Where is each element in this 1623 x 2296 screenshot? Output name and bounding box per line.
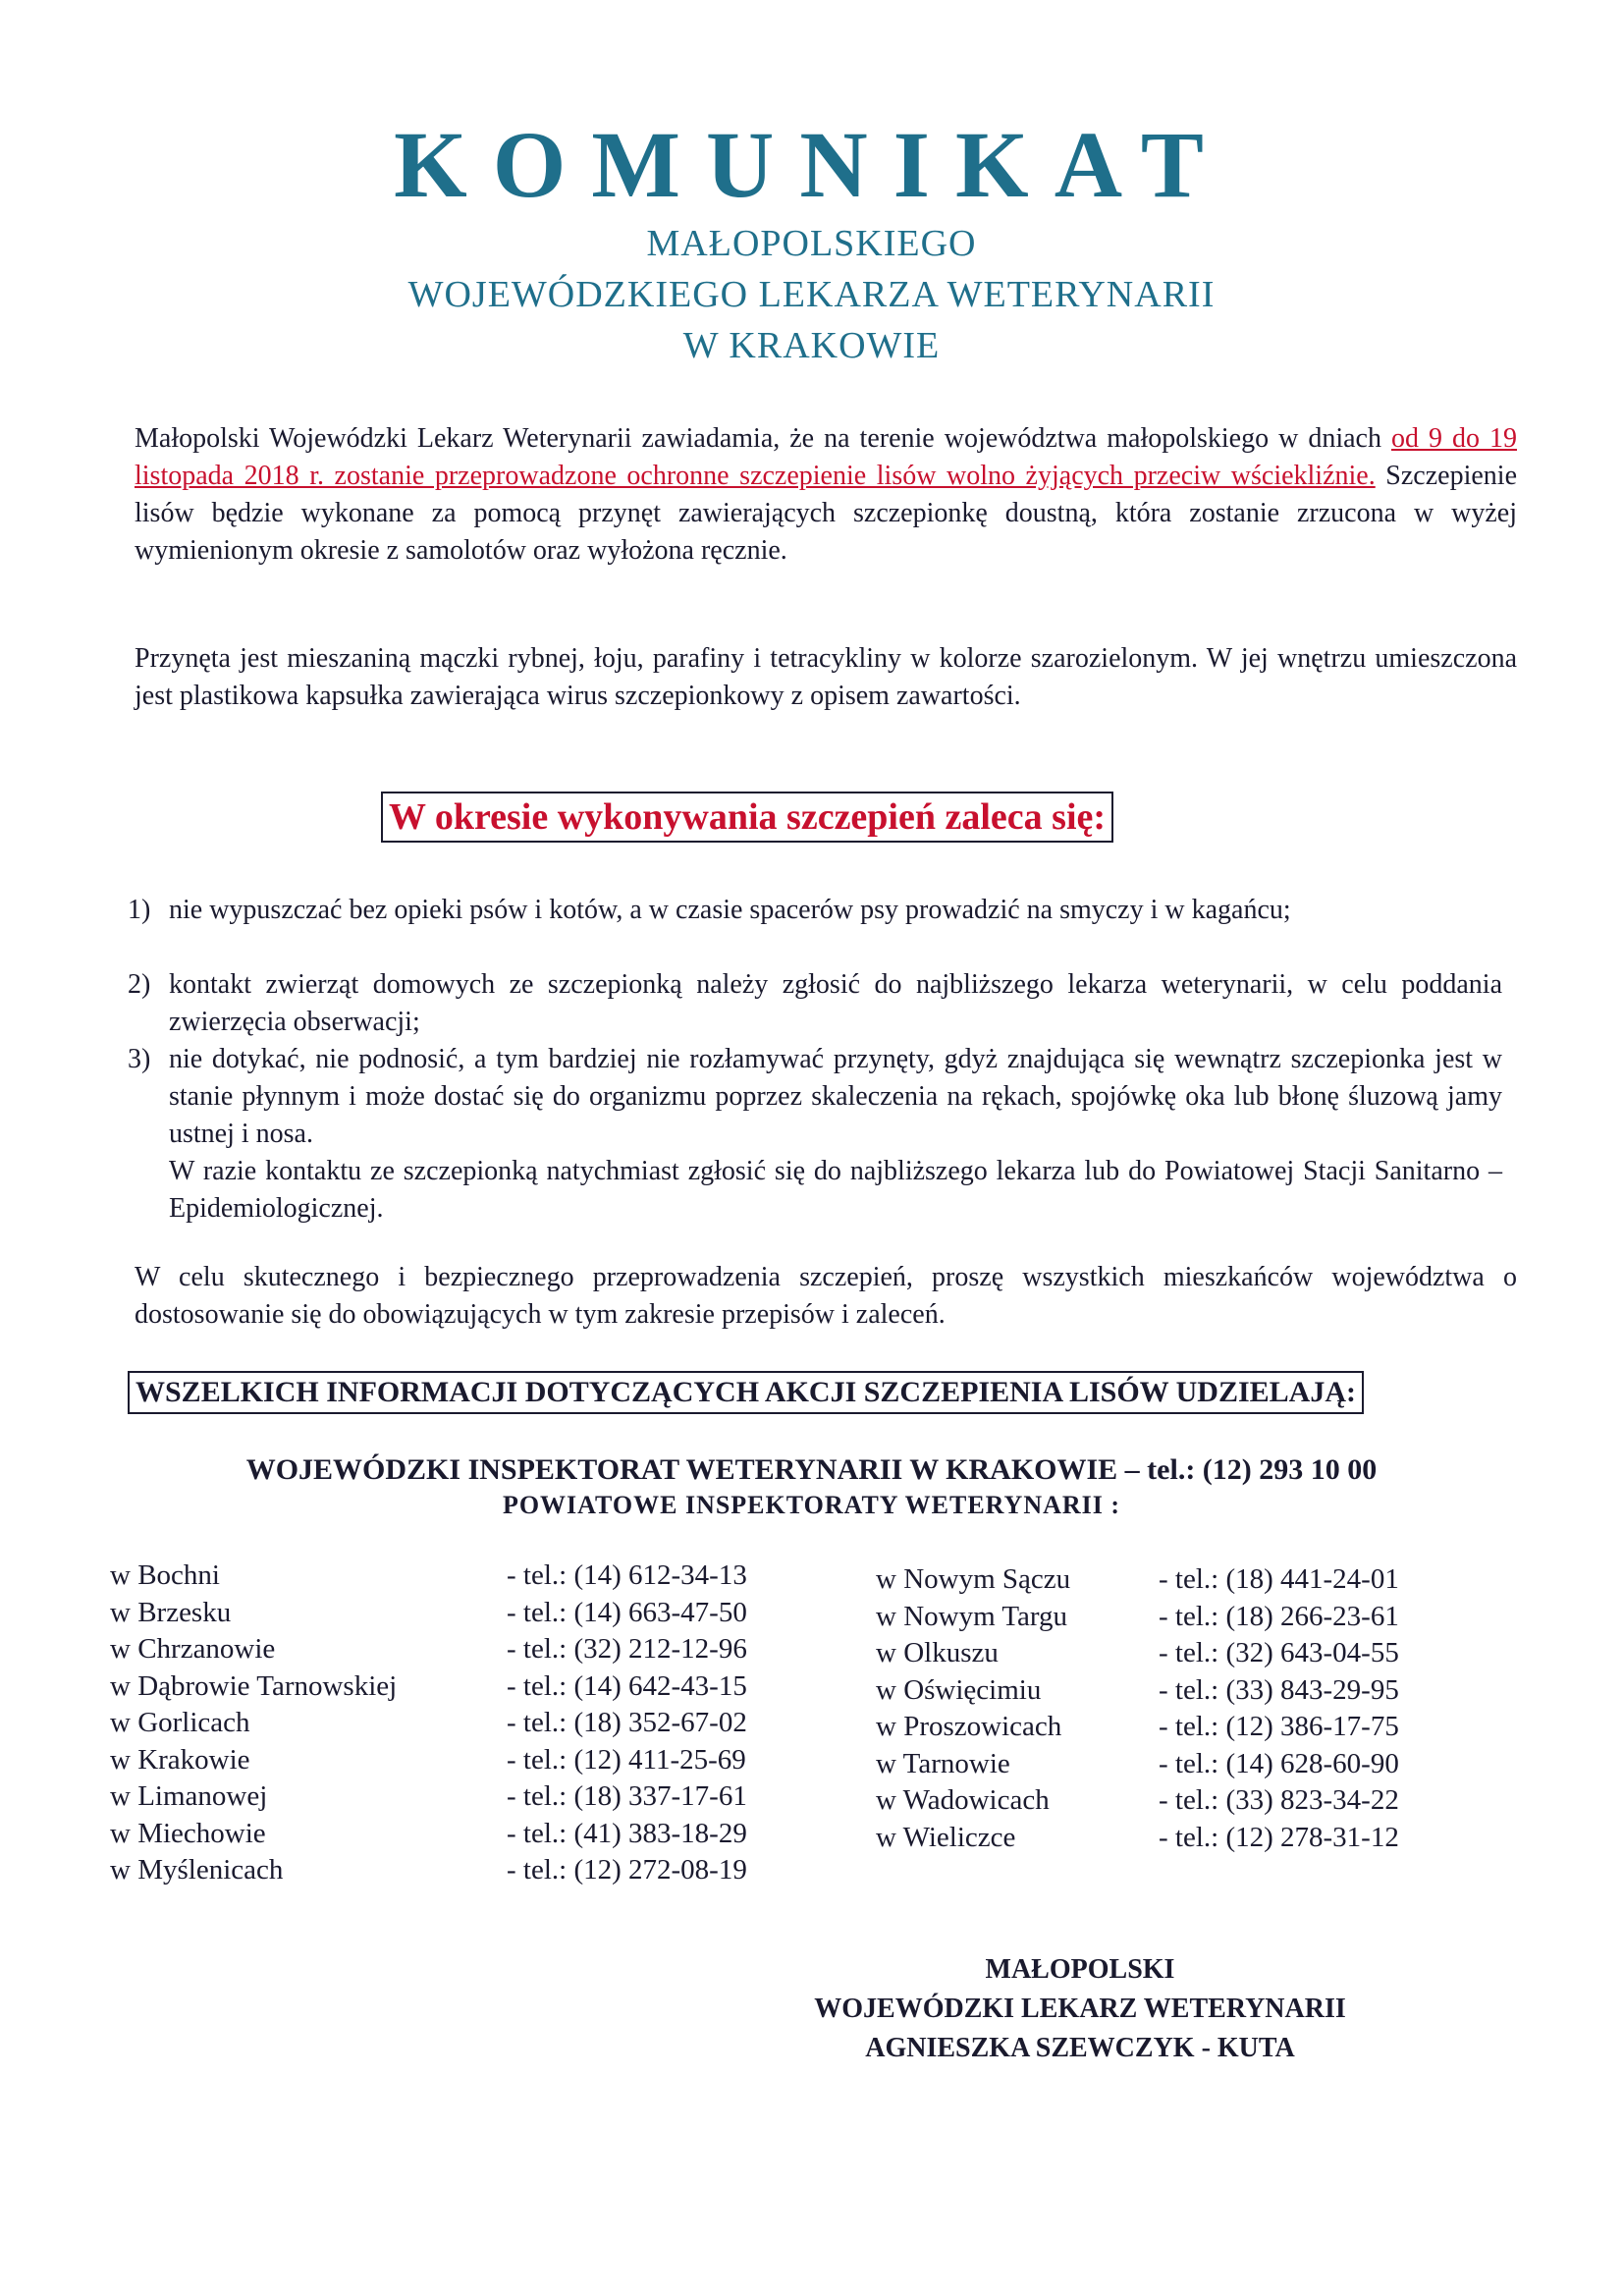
office-phone: - tel.: (12) 411-25-69	[507, 1743, 746, 1776]
office-town: w Gorlicach	[110, 1707, 250, 1738]
recommendation-item-3	[128, 1041, 1502, 1228]
office-phone: - tel.: (33) 843-29-95	[1159, 1673, 1399, 1706]
main-office-contact: WOJEWÓDZKI INSPEKTORAT WETERYNARII W KRAKOWIE – tel.: (12) 293 10 00	[245, 1453, 1378, 1486]
office-row	[876, 1635, 1426, 1672]
office-phone: - tel.: (18) 266-23-61	[1159, 1600, 1399, 1632]
recommendations-heading: W okresie wykonywania szczepień zaleca się:	[381, 792, 1113, 843]
item-number: 2)	[128, 969, 151, 1000]
office-phone: - tel.: (18) 352-67-02	[507, 1707, 747, 1738]
office-town: w Myślenicach	[110, 1854, 284, 1886]
office-row	[876, 1599, 1426, 1636]
signature-line-2: WOJEWÓDZKI LEKARZ WETERYNARII	[814, 1994, 1346, 2024]
office-row	[876, 1709, 1426, 1746]
office-town: w Chrzanowie	[110, 1633, 276, 1665]
item-number: 1)	[128, 895, 151, 925]
recommendation-item-2	[128, 966, 1502, 1041]
subtitle-line-2: WOJEWÓDZKIEGO LEKARZA WETERYNARII	[407, 274, 1216, 315]
office-town: w Tarnowie	[876, 1747, 1010, 1779]
office-town: w Oświęcimiu	[876, 1673, 1042, 1706]
office-town: w Nowym Targu	[876, 1600, 1068, 1632]
office-phone: - tel.: (12) 272-08-19	[507, 1854, 747, 1886]
office-town: w Bochni	[110, 1559, 220, 1591]
info-heading: WSZELKICH INFORMACJI DOTYCZĄCYCH AKCJI SZCZEPIENIA LISÓW UDZIELAJĄ:	[128, 1371, 1364, 1414]
office-row	[110, 1631, 817, 1668]
bait-description-paragraph: Przynęta jest mieszaniną mączki rybnej, łoju, parafiny i tetracykliny w kolorze szarozielonym. W jej wnętrzu umieszczona jest plastikowa kapsułka zawierająca wirus szczepionkowy z opisem zawartości.	[135, 643, 1517, 711]
office-town: w Krakowie	[110, 1743, 250, 1776]
office-town: w Miechowie	[110, 1817, 266, 1849]
office-row	[876, 1746, 1426, 1783]
subtitle-line-1: MAŁOPOLSKIEGO	[646, 223, 977, 264]
intro-text-start: Małopolski Wojewódzki Lekarz Weterynarii zawiadamia, że na terenie województwa małopolskiego w dniach	[135, 423, 1391, 454]
office-phone: - tel.: (12) 278-31-12	[1159, 1821, 1399, 1853]
office-row	[110, 1595, 817, 1632]
intro-paragraph	[135, 420, 1517, 570]
document-title: KOMUNIKAT	[394, 112, 1229, 217]
intro-text-end: Szczepienie lisów będzie wykonane za pomocą przynęt zawierających szczepionkę doustną, która zostanie zrzucona w wyżej wymienionym okresie z samolotów oraz wyłożona ręcznie.	[135, 461, 1517, 566]
office-phone: - tel.: (18) 441-24-01	[1159, 1563, 1399, 1595]
office-row	[110, 1816, 817, 1853]
county-offices-heading: POWIATOWE INSPEKTORATY WETERYNARII :	[502, 1491, 1121, 1519]
signature-line-3: AGNIESZKA SZEWCZYK - KUTA	[865, 2033, 1295, 2063]
office-phone: - tel.: (14) 628-60-90	[1159, 1747, 1399, 1779]
office-phone: - tel.: (14) 663-47-50	[507, 1596, 747, 1628]
subtitle-line-3: W KRAKOWIE	[682, 325, 941, 366]
office-row	[876, 1672, 1426, 1710]
signature-line-1: MAŁOPOLSKI	[985, 1954, 1175, 1985]
office-row	[876, 1820, 1426, 1857]
office-row	[876, 1561, 1426, 1599]
office-row	[110, 1558, 817, 1595]
office-row	[110, 1852, 817, 1889]
office-town: w Dąbrowie Tarnowskiej	[110, 1669, 398, 1702]
item-text-contact: W razie kontaktu ze szczepionką natychmiast zgłosić się do najbliższego lekarza lub do Powiatowej Stacji Sanitarno – Epidemiologicznej.	[169, 1156, 1502, 1224]
office-town: w Proszowicach	[876, 1711, 1062, 1742]
office-row	[110, 1778, 817, 1816]
county-offices-right-column	[876, 1561, 1426, 1856]
office-row	[110, 1668, 817, 1706]
office-phone: - tel.: (14) 612-34-13	[507, 1559, 747, 1591]
office-row	[876, 1782, 1426, 1820]
office-town: w Limanowej	[110, 1780, 268, 1812]
office-phone: - tel.: (33) 823-34-22	[1159, 1784, 1399, 1816]
office-town: w Brzesku	[110, 1596, 232, 1628]
office-row	[110, 1742, 817, 1779]
office-phone: - tel.: (12) 386-17-75	[1159, 1711, 1399, 1742]
item-text: kontakt zwierząt domowych ze szczepionką należy zgłosić do najbliższego lekarza weterynarii, w celu poddania zwierzęcia obserwacji;	[169, 969, 1502, 1037]
office-town: w Olkuszu	[876, 1637, 999, 1668]
item-text: nie dotykać, nie podnosić, a tym bardziej nie rozłamywać przynęty, gdyż znajdująca się wewnątrz szczepionka jest w stanie płynnym i może dostać się do organizmu poprzez skaleczenia na rękach, spojówkę oka lub błonę śluzową jamy ustnej i nosa.	[169, 1044, 1502, 1149]
item-number: 3)	[128, 1044, 151, 1074]
office-town: w Nowym Sączu	[876, 1563, 1071, 1595]
item-text: nie wypuszczać bez opieki psów i kotów, a w czasie spacerów psy prowadzić na smyczy i w kagańcu;	[169, 895, 1291, 925]
closing-paragraph: W celu skutecznego i bezpiecznego przeprowadzenia szczepień, proszę wszystkich mieszkańców województwa o dostosowanie się do obowiązujących w tym zakresie przepisów i zaleceń.	[135, 1262, 1517, 1330]
office-phone: - tel.: (32) 643-04-55	[1159, 1637, 1399, 1668]
office-phone: - tel.: (18) 337-17-61	[507, 1780, 747, 1812]
office-town: w Wieliczce	[876, 1821, 1016, 1853]
office-row	[110, 1705, 817, 1742]
office-phone: - tel.: (41) 383-18-29	[507, 1817, 747, 1849]
recommendation-item-1	[128, 892, 1502, 929]
county-offices-left-column	[110, 1558, 817, 1889]
office-town: w Wadowicach	[876, 1784, 1050, 1816]
vaccination-dates-highlight: od 9 do 19 listopada 2018 r. zostanie przeprowadzone ochronne szczepienie lisów wolno żyjących przeciw wściekliźnie.	[135, 423, 1518, 491]
office-phone: - tel.: (32) 212-12-96	[507, 1633, 747, 1665]
office-phone: - tel.: (14) 642-43-15	[507, 1669, 747, 1702]
